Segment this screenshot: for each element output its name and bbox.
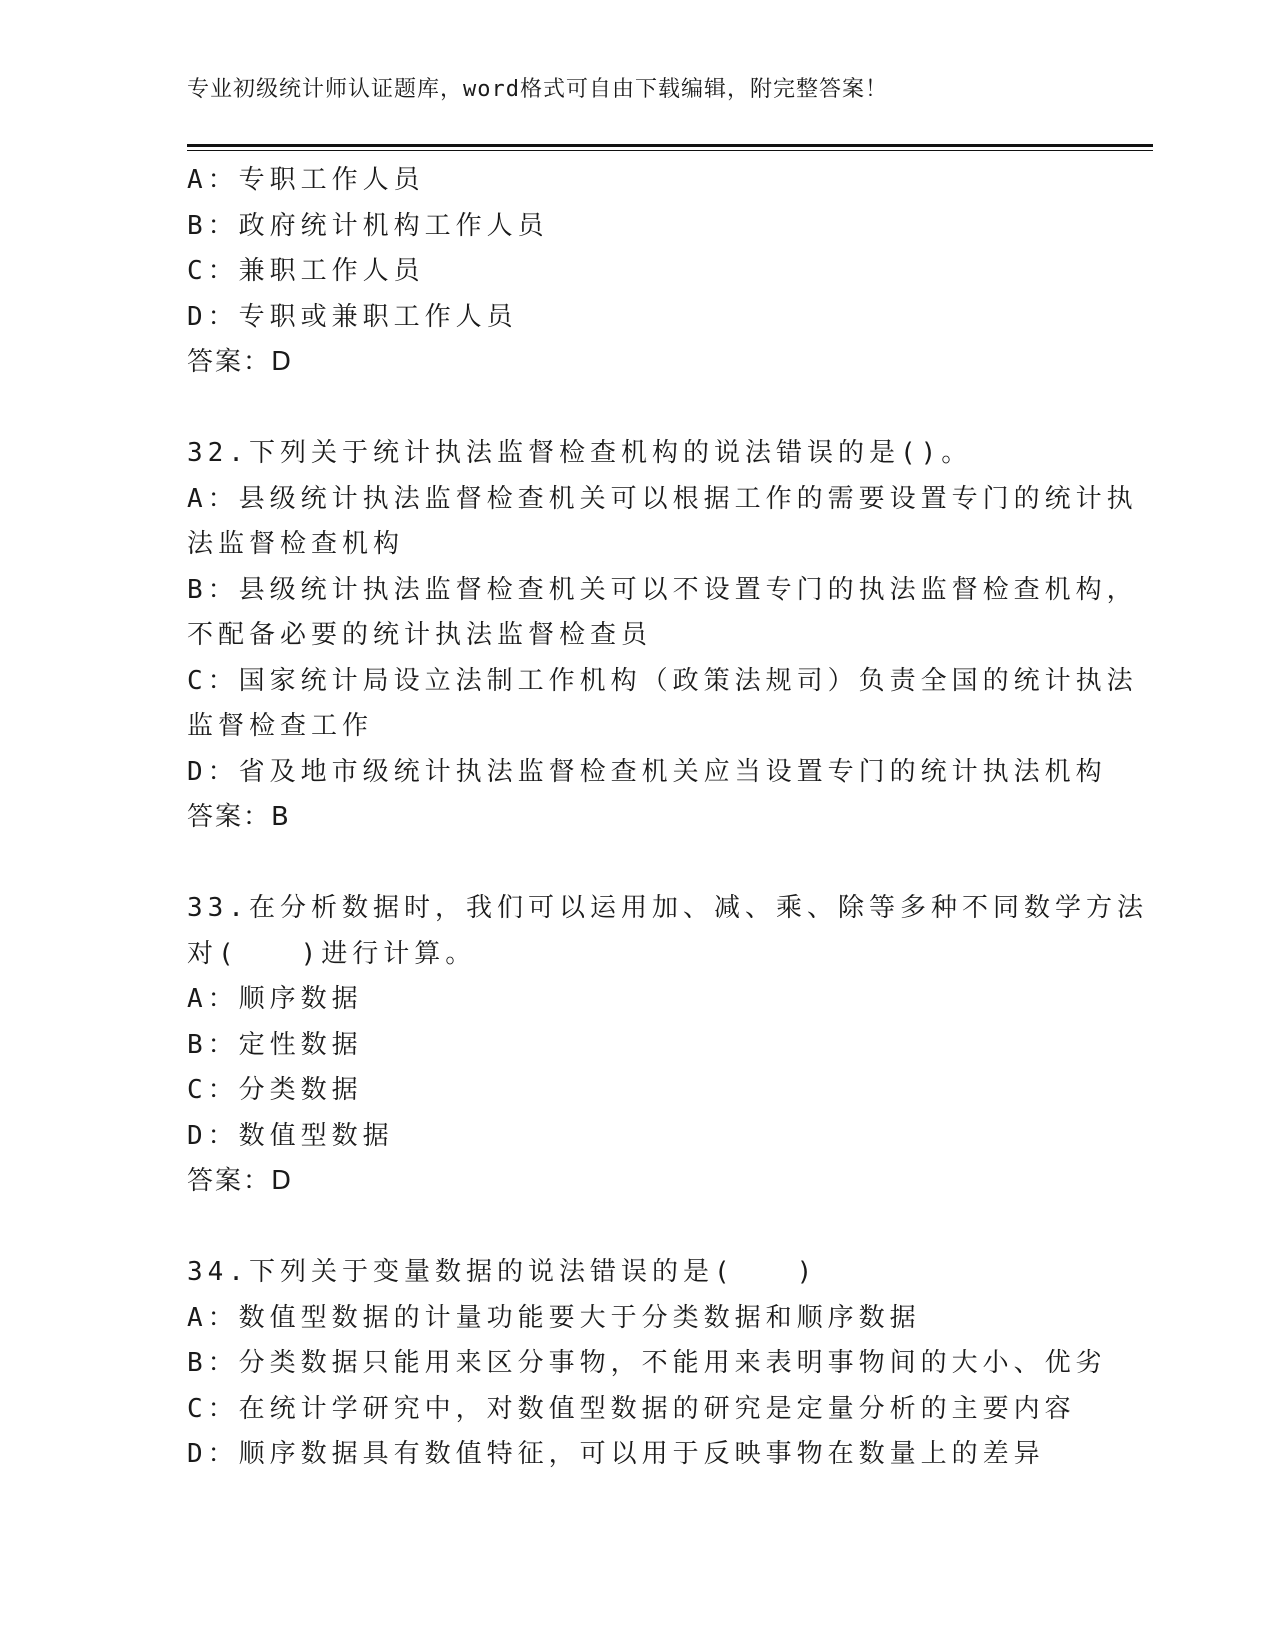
option-c: C：国家统计局设立法制工作机构（政策法规司）负责全国的统计执法 bbox=[187, 665, 1138, 696]
option-d: D：专职或兼职工作人员 bbox=[187, 301, 518, 332]
option-b: B：分类数据只能用来区分事物，不能用来表明事物间的大小、优劣 bbox=[187, 1348, 1107, 1378]
option-b-continued: 不配备必要的统计执法监督检查员 bbox=[187, 620, 653, 650]
page-header: 专业初级统计师认证题库，word格式可自由下载编辑，附完整答案！ bbox=[187, 77, 888, 102]
option-a: A：专职工作人员 bbox=[187, 165, 425, 195]
option-d: D：省及地市级统计执法监督检查机关应当设置专门的统计执法机构 bbox=[187, 756, 1107, 787]
question-stem: 33.在分析数据时，我们可以运用加、减、乘、除等多种不同数学方法 bbox=[187, 893, 1148, 923]
header-rule bbox=[187, 144, 1153, 151]
option-d: D：数值型数据 bbox=[187, 1120, 394, 1151]
question-stem: 32.下列关于统计执法监督检查机构的说法错误的是()。 bbox=[187, 438, 973, 468]
question-33 bbox=[187, 886, 1148, 1205]
question-content bbox=[187, 158, 1148, 1478]
question-stem-continued: 对( )进行计算。 bbox=[187, 938, 477, 969]
option-a-continued: 法监督检查机构 bbox=[187, 529, 405, 559]
option-d: D：顺序数据具有数值特征，可以用于反映事物在数量上的差异 bbox=[187, 1439, 1045, 1469]
answer-line: 答案：B bbox=[187, 802, 291, 832]
spacer bbox=[187, 1205, 1087, 1251]
question-31 bbox=[187, 158, 1087, 386]
option-c: C：在统计学研究中，对数值型数据的研究是定量分析的主要内容 bbox=[187, 1393, 1076, 1424]
option-a: A：顺序数据 bbox=[187, 984, 363, 1014]
option-b: B：政府统计机构工作人员 bbox=[187, 210, 549, 241]
spacer bbox=[187, 841, 1087, 887]
question-34 bbox=[187, 1250, 1107, 1478]
option-c: C：兼职工作人员 bbox=[187, 256, 425, 286]
option-b: B：县级统计执法监督检查机关可以不设置专门的执法监督检查机构， bbox=[187, 574, 1138, 605]
option-c-continued: 监督检查工作 bbox=[187, 711, 374, 741]
question-32 bbox=[187, 431, 1138, 841]
question-stem: 34.下列关于变量数据的说法错误的是( ) bbox=[187, 1257, 818, 1287]
spacer bbox=[187, 386, 1087, 432]
option-a: A：县级统计执法监督检查机关可以根据工作的需要设置专门的统计执 bbox=[187, 483, 1138, 514]
option-b: B：定性数据 bbox=[187, 1029, 363, 1060]
option-a: A：数值型数据的计量功能要大于分类数据和顺序数据 bbox=[187, 1302, 921, 1333]
answer-line: 答案：D bbox=[187, 1166, 294, 1196]
option-c: C：分类数据 bbox=[187, 1075, 363, 1105]
answer-line: 答案：D bbox=[187, 347, 294, 377]
